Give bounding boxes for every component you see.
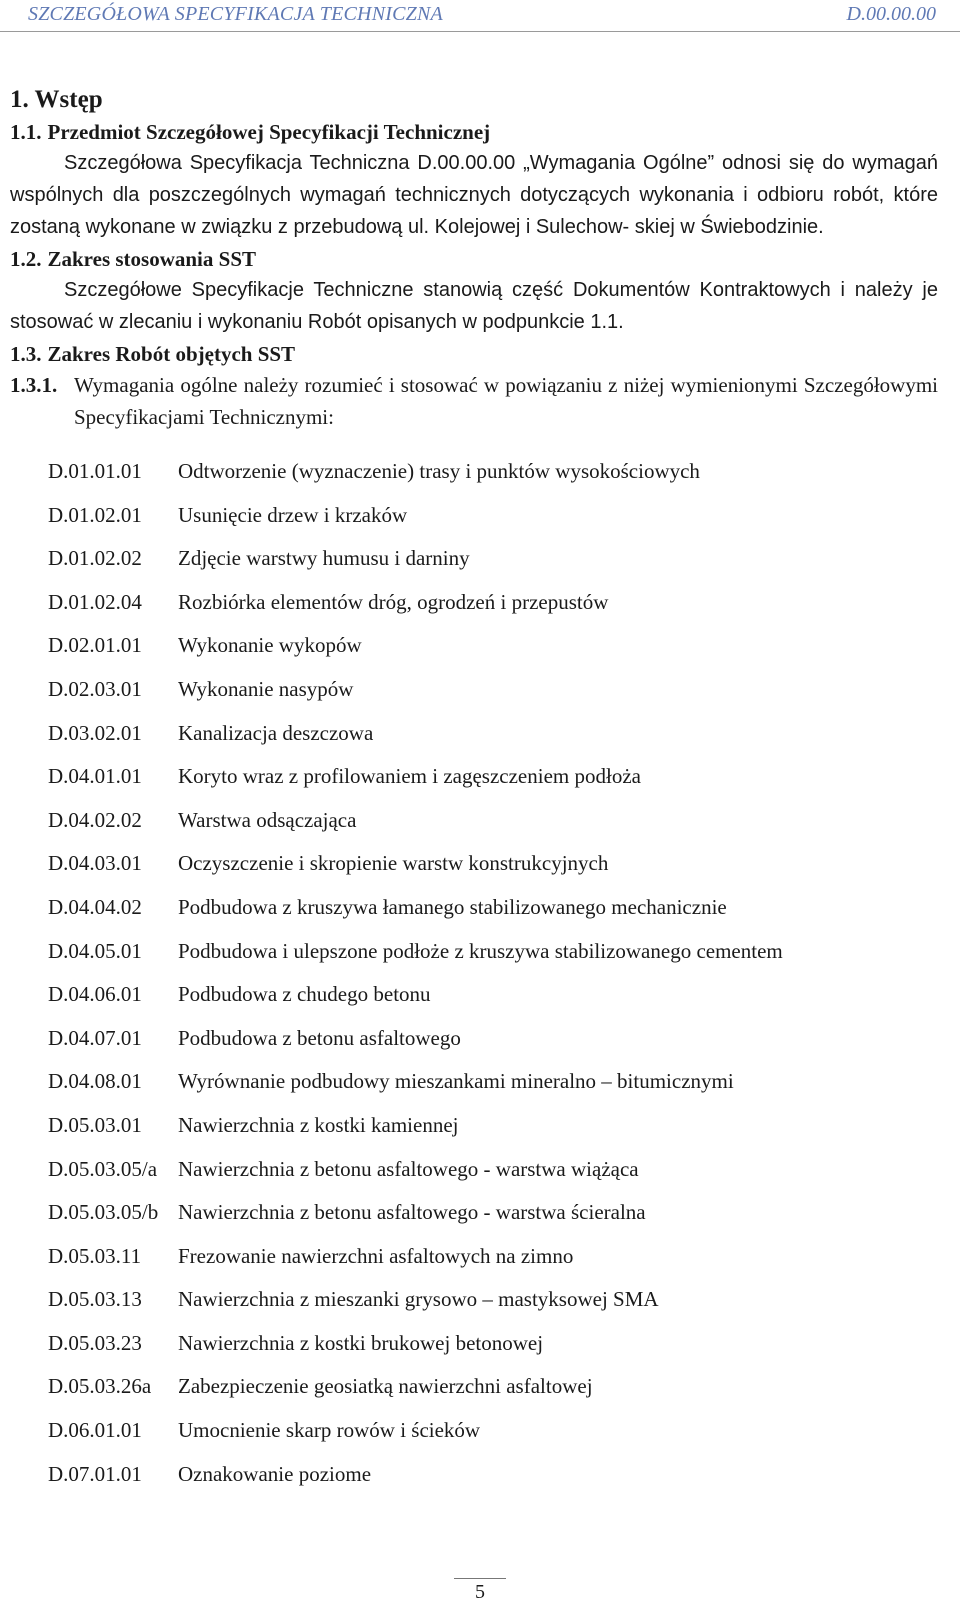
spec-list-item xyxy=(48,761,928,805)
spec-code: D.05.03.05/a xyxy=(48,1156,158,1181)
specification-list xyxy=(48,456,928,1502)
spec-name: Wykonanie nasypów xyxy=(178,676,354,701)
spec-list-item xyxy=(48,456,928,500)
spec-code: D.04.08.01 xyxy=(48,1069,142,1094)
spec-code: D.05.03.13 xyxy=(48,1287,142,1312)
spec-code: D.03.02.01 xyxy=(48,720,142,745)
spec-code: D.01.02.01 xyxy=(48,502,142,527)
spec-name: Podbudowa z chudego betonu xyxy=(178,982,431,1007)
section-title: Zakres Robót objętych SST xyxy=(47,342,296,366)
spec-list-item xyxy=(48,1197,928,1241)
spec-list-item xyxy=(48,587,928,631)
spec-name: Nawierzchnia z kostki brukowej betonowej xyxy=(178,1330,544,1355)
spec-code: D.01.02.04 xyxy=(48,589,142,614)
section-number: 1.1. xyxy=(10,120,42,144)
spec-list-item xyxy=(48,1066,928,1110)
spec-code: D.04.01.01 xyxy=(48,764,142,789)
spec-code: D.04.03.01 xyxy=(48,851,142,876)
spec-name: Oczyszczenie i skropienie warstw konstrukcyjnych xyxy=(178,851,609,876)
spec-list-item xyxy=(48,543,928,587)
spec-name: Koryto wraz z profilowaniem i zagęszczeniem podłoża xyxy=(178,764,641,789)
spec-code: D.01.01.01 xyxy=(48,459,142,483)
spec-name: Umocnienie skarp rowów i ścieków xyxy=(178,1418,481,1443)
footer-rule xyxy=(454,1578,506,1579)
spec-name: Oznakowanie poziome xyxy=(178,1461,372,1486)
spec-code: D.05.03.23 xyxy=(48,1330,142,1355)
spec-code: D.05.03.11 xyxy=(48,1243,142,1268)
spec-name: Wykonanie wykopów xyxy=(178,633,362,658)
spec-list-item xyxy=(48,1328,928,1372)
spec-name: Wyrównanie podbudowy mieszankami mineralno – bitumicznymi xyxy=(178,1069,734,1094)
spec-code: D.02.03.01 xyxy=(48,676,142,701)
section-title: Przedmiot Szczegółowej Specyfikacji Technicznej xyxy=(47,120,491,144)
spec-list-item xyxy=(48,936,928,980)
spec-list-item xyxy=(48,1241,928,1285)
section-number: 1.2. xyxy=(10,247,42,271)
section-heading-1: 1. Wstęp xyxy=(10,86,103,113)
section-1-3-1-paragraph: Wymagania ogólne należy rozumieć i stosować w powiązaniu z niżej wymienionymi Szczegółowymi Specyfikacjami Technicznymi: xyxy=(74,373,938,429)
spec-code: D.01.02.02 xyxy=(48,546,142,571)
spec-list-item xyxy=(48,1371,928,1415)
spec-name: Nawierzchnia z betonu asfaltowego - warstwa ścieralna xyxy=(178,1200,646,1225)
spec-list-item xyxy=(48,1459,928,1503)
spec-list-item xyxy=(48,1023,928,1067)
spec-list-item xyxy=(48,979,928,1023)
page-content xyxy=(10,84,938,433)
spec-name: Zdjęcie warstwy humusu i darniny xyxy=(178,546,470,571)
section-1-1-paragraph: Szczegółowa Specyfikacja Techniczna D.00.00.00 „Wymagania Ogólne” odnosi się do wymagań wspólnych dla poszczególnych wymagań technicznych dotyczących wykonania i odbioru robót, które zostaną wykonane w związku z przebudową ul. Kolejowej i Sulechow- skiej w Świebodzinie. xyxy=(10,152,938,238)
spec-list-item xyxy=(48,1284,928,1328)
section-1-3-1 xyxy=(10,369,938,433)
spec-name: Zabezpieczenie geosiatką nawierzchni asfaltowej xyxy=(178,1374,593,1399)
spec-name: Usunięcie drzew i krzaków xyxy=(178,502,408,527)
spec-code: D.05.03.05/b xyxy=(48,1200,159,1225)
spec-name: Nawierzchnia z mieszanki grysowo – mastyksowej SMA xyxy=(178,1287,659,1312)
spec-list-item xyxy=(48,718,928,762)
spec-list-item xyxy=(48,500,928,544)
spec-list-item xyxy=(48,630,928,674)
page-number: 5 xyxy=(475,1581,485,1603)
spec-name: Podbudowa i ulepszone podłoże z kruszywa stabilizowanego cementem xyxy=(178,938,783,963)
spec-name: Odtworzenie (wyznaczenie) trasy i punktów wysokościowych xyxy=(178,459,700,483)
section-number: 1.3. xyxy=(10,342,42,366)
spec-code: D.07.01.01 xyxy=(48,1461,142,1486)
section-title: Zakres stosowania SST xyxy=(47,247,257,271)
header-document-code: D.00.00.00 xyxy=(846,3,936,25)
spec-code: D.02.01.01 xyxy=(48,633,142,658)
spec-code: D.05.03.26a xyxy=(48,1374,152,1399)
spec-name: Nawierzchnia z kostki kamiennej xyxy=(178,1112,459,1137)
spec-code: D.06.01.01 xyxy=(48,1418,142,1443)
spec-code: D.04.06.01 xyxy=(48,982,142,1007)
spec-name: Frezowanie nawierzchni asfaltowych na zimno xyxy=(178,1243,574,1268)
spec-list-item xyxy=(48,1110,928,1154)
spec-name: Podbudowa z kruszywa łamanego stabilizowanego mechanicznie xyxy=(178,894,727,919)
spec-code: D.04.02.02 xyxy=(48,807,142,832)
header-title: SZCZEGÓŁOWA SPECYFIKACJA TECHNICZNA xyxy=(28,3,443,25)
spec-name: Warstwa odsączająca xyxy=(178,807,357,832)
spec-list-item xyxy=(48,848,928,892)
spec-list-item xyxy=(48,892,928,936)
running-header xyxy=(0,0,960,32)
spec-name: Rozbiórka elementów dróg, ogrodzeń i przepustów xyxy=(178,589,609,614)
section-heading-1-3 xyxy=(10,340,938,368)
spec-code: D.04.04.02 xyxy=(48,894,142,919)
spec-list-item xyxy=(48,805,928,849)
spec-name: Podbudowa z betonu asfaltowego xyxy=(178,1025,461,1050)
spec-code: D.05.03.01 xyxy=(48,1112,142,1137)
spec-code: D.04.07.01 xyxy=(48,1025,142,1050)
spec-name: Kanalizacja deszczowa xyxy=(178,720,374,745)
section-number: 1.3.1. xyxy=(10,373,58,397)
spec-list-item xyxy=(48,1154,928,1198)
spec-list-item xyxy=(48,1415,928,1459)
spec-list-item xyxy=(48,674,928,718)
section-1-2-paragraph: Szczegółowe Specyfikacje Techniczne stanowią część Dokumentów Kontraktowych i należy je stosować w zlecaniu i wykonaniu Robót opisanych w podpunkcie 1.1. xyxy=(10,279,938,333)
section-heading-1-1 xyxy=(10,118,938,146)
spec-code: D.04.05.01 xyxy=(48,938,142,963)
section-heading-1-2 xyxy=(10,245,938,273)
spec-name: Nawierzchnia z betonu asfaltowego - warstwa wiążąca xyxy=(178,1156,639,1181)
